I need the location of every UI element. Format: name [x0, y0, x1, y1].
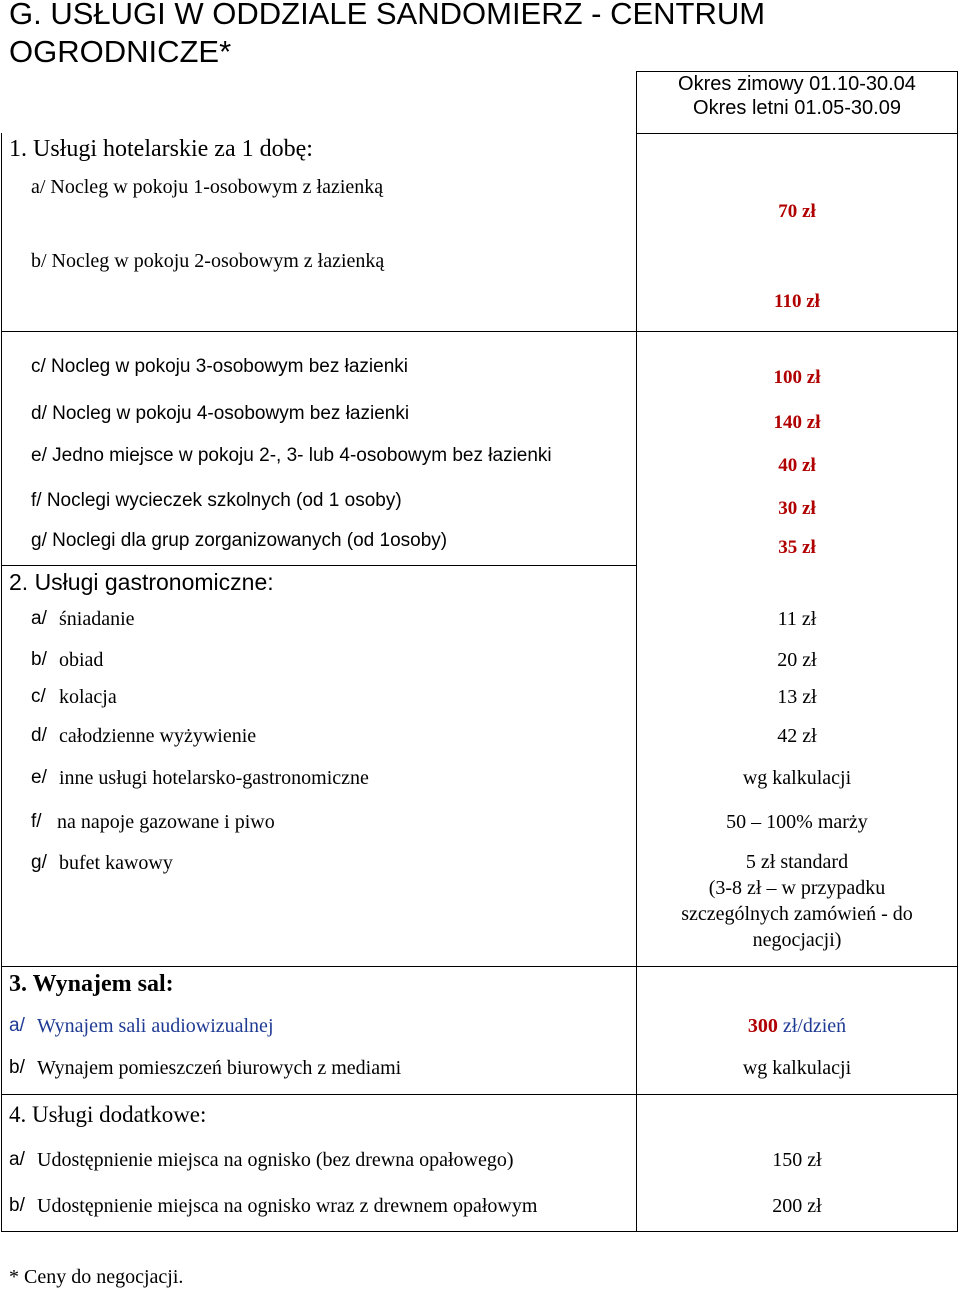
- list-item: Udostępnienie miejsca na ognisko (bez drewna opałowego): [37, 1149, 514, 1171]
- list-item: a/ Nocleg w pokoju 1-osobowym z łazienką: [31, 176, 384, 198]
- list-item: inne usługi hotelarsko-gastronomiczne: [59, 767, 369, 789]
- list-item: na napoje gazowane i piwo: [57, 811, 275, 833]
- list-item: d/ Nocleg w pokoju 4-osobowym bez łazienki: [31, 403, 410, 424]
- list-item: g/ Noclegi dla grup zorganizowanych (od 1osoby): [31, 530, 448, 551]
- list-item: f/ Noclegi wycieczek szkolnych (od 1 osoby): [31, 490, 402, 511]
- price: 150 zł: [772, 1149, 822, 1171]
- table-row-divider-2: [1, 565, 636, 566]
- list-item-prefix: d/: [31, 725, 47, 746]
- season-winter: Okres zimowy 01.10-30.04: [678, 73, 916, 95]
- price: 200 zł: [772, 1195, 822, 1217]
- price: 5 zł standard: [745, 851, 849, 873]
- list-item: bufet kawowy: [59, 852, 173, 874]
- price: 100 zł: [773, 367, 821, 388]
- footnote: * Ceny do negocjacji.: [9, 1266, 184, 1288]
- section-heading: 3. Wynajem sal:: [9, 971, 174, 997]
- list-item-prefix: b/: [9, 1195, 25, 1216]
- price: 110 zł: [774, 291, 820, 312]
- price: 70 zł: [778, 201, 816, 222]
- price: szczególnych zamówień - do: [681, 903, 913, 925]
- page-title-line2: OGRODNICZE*: [9, 34, 232, 69]
- list-item: Wynajem pomieszczeń biurowych z mediami: [37, 1057, 402, 1079]
- price-unit: zł/dzień: [777, 1015, 847, 1037]
- list-item: całodzienne wyżywienie: [59, 725, 257, 747]
- price: 30 zł: [778, 498, 816, 519]
- list-item: b/ Nocleg w pokoju 2-osobowym z łazienką: [31, 250, 385, 272]
- table-row-divider-1: [1, 331, 958, 332]
- list-item: Udostępnienie miejsca na ognisko wraz z drewnem opałowym: [37, 1195, 538, 1217]
- page-title-line1: G. USŁUGI W ODDZIALE SANDOMIERZ - CENTRUM: [9, 0, 766, 31]
- price: [636, 1015, 958, 1038]
- list-item-prefix: a/: [31, 608, 47, 629]
- section-heading: 4. Usługi dodatkowe:: [9, 1102, 207, 1127]
- list-item: c/ Nocleg w pokoju 3-osobowym bez łazienki: [31, 356, 409, 377]
- table-row-divider-3: [1, 966, 958, 967]
- price: 140 zł: [773, 412, 821, 433]
- table-row-divider-4: [1, 1094, 958, 1095]
- price-amount: 300: [747, 1015, 778, 1037]
- list-item-prefix: a/: [9, 1015, 25, 1036]
- list-item: Wynajem sali audiowizualnej: [37, 1015, 274, 1037]
- list-item-prefix: b/: [31, 649, 47, 670]
- price: 42 zł: [777, 725, 817, 747]
- price: 50 – 100% marży: [726, 811, 868, 833]
- list-item-prefix: b/: [9, 1057, 25, 1078]
- table-bottom-border: [1, 1231, 958, 1232]
- price: 40 zł: [778, 455, 816, 476]
- price: negocjacji): [752, 929, 842, 951]
- list-item: kolacja: [59, 686, 117, 708]
- list-item: obiad: [59, 649, 104, 671]
- price: 11 zł: [777, 608, 817, 630]
- list-item-prefix: c/: [31, 686, 46, 707]
- table-top-right-border: [636, 71, 958, 72]
- price: 20 zł: [777, 649, 817, 671]
- price: 35 zł: [778, 537, 816, 558]
- section-heading: 2. Usługi gastronomiczne:: [9, 569, 274, 595]
- table-season-bottom-border: [636, 133, 958, 134]
- list-item: e/ Jedno miejsce w pokoju 2-, 3- lub 4-osobowym bez łazienki: [31, 445, 552, 466]
- list-item-prefix: e/: [31, 767, 47, 788]
- table-left-border: [1, 133, 2, 1232]
- list-item: śniadanie: [59, 608, 135, 630]
- list-item-prefix: g/: [31, 852, 47, 873]
- price: wg kalkulacji: [742, 1057, 852, 1079]
- price: (3-8 zł – w przypadku: [708, 877, 886, 899]
- price: 13 zł: [777, 686, 817, 708]
- section-heading: 1. Usługi hotelarskie za 1 dobę:: [9, 136, 313, 162]
- list-item-prefix: f/: [31, 811, 42, 832]
- list-item-prefix: a/: [9, 1149, 25, 1170]
- season-summer: Okres letni 01.05-30.09: [693, 97, 901, 119]
- price: wg kalkulacji: [742, 767, 852, 789]
